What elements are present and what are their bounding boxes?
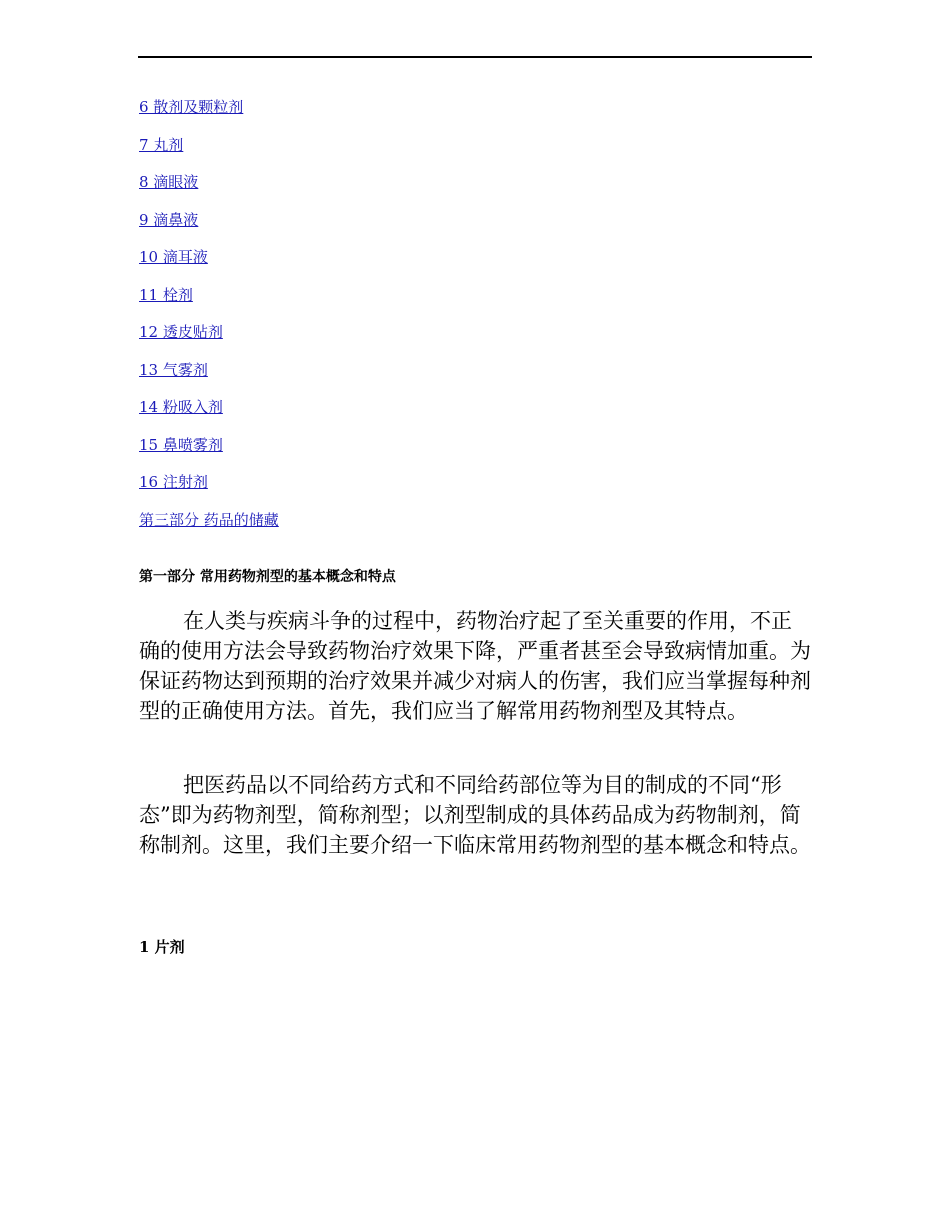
toc-link-suppositories[interactable]: 11 栓剂 <box>139 285 193 304</box>
toc-item <box>139 509 279 547</box>
toc-link-nasal-sprays[interactable]: 15 鼻喷雾剂 <box>139 435 223 454</box>
toc-link-aerosols[interactable]: 13 气雾剂 <box>139 360 208 379</box>
toc-link-powders-granules[interactable]: 6 散剂及颗粒剂 <box>139 98 244 116</box>
toc-item <box>139 471 279 509</box>
toc-link-pills[interactable]: 7 丸剂 <box>139 135 184 154</box>
header-rule <box>138 56 812 58</box>
toc-item <box>139 284 279 322</box>
toc-item <box>139 396 279 434</box>
toc-item <box>139 96 279 134</box>
table-of-contents <box>139 96 279 546</box>
toc-link-drug-storage[interactable]: 第三部分 药品的储藏 <box>139 510 279 529</box>
toc-link-transdermal-patches[interactable]: 12 透皮贴剂 <box>139 323 223 341</box>
toc-link-injections[interactable]: 16 注射剂 <box>139 473 208 491</box>
subsection-heading: 1 片剂 <box>139 938 185 956</box>
toc-item <box>139 171 279 209</box>
toc-item <box>139 246 279 284</box>
body-paragraph-2: 把医药品以不同给药方式和不同给药部位等为目的制成的不同“形态”即为药物剂型，简称剂型；以剂型制成的具体药品成为药物制剂，简称制剂。这里，我们主要介绍一下临床常用药物剂型的基本概念和特点。 <box>139 773 811 857</box>
toc-link-powder-inhalers[interactable]: 14 粉吸入剂 <box>139 398 223 416</box>
toc-link-eye-drops[interactable]: 8 滴眼液 <box>139 173 199 191</box>
toc-item <box>139 434 279 472</box>
section-heading: 第一部分 常用药物剂型的基本概念和特点 <box>139 569 396 585</box>
toc-item <box>139 359 279 397</box>
body-paragraph-1: 在人类与疾病斗争的过程中，药物治疗起了至关重要的作用，不正确的使用方法会导致药物治疗效果下降，严重者甚至会导致病情加重。为保证药物达到预期的治疗效果并减少对病人的伤害，我们应当掌握每种剂型的正确使用方法。首先，我们应当了解常用药物剂型及其特点。 <box>139 609 811 723</box>
toc-link-ear-drops[interactable]: 10 滴耳液 <box>139 248 208 266</box>
toc-item <box>139 134 279 172</box>
toc-item <box>139 321 279 359</box>
toc-item <box>139 209 279 247</box>
toc-link-nasal-drops[interactable]: 9 滴鼻液 <box>139 210 199 229</box>
